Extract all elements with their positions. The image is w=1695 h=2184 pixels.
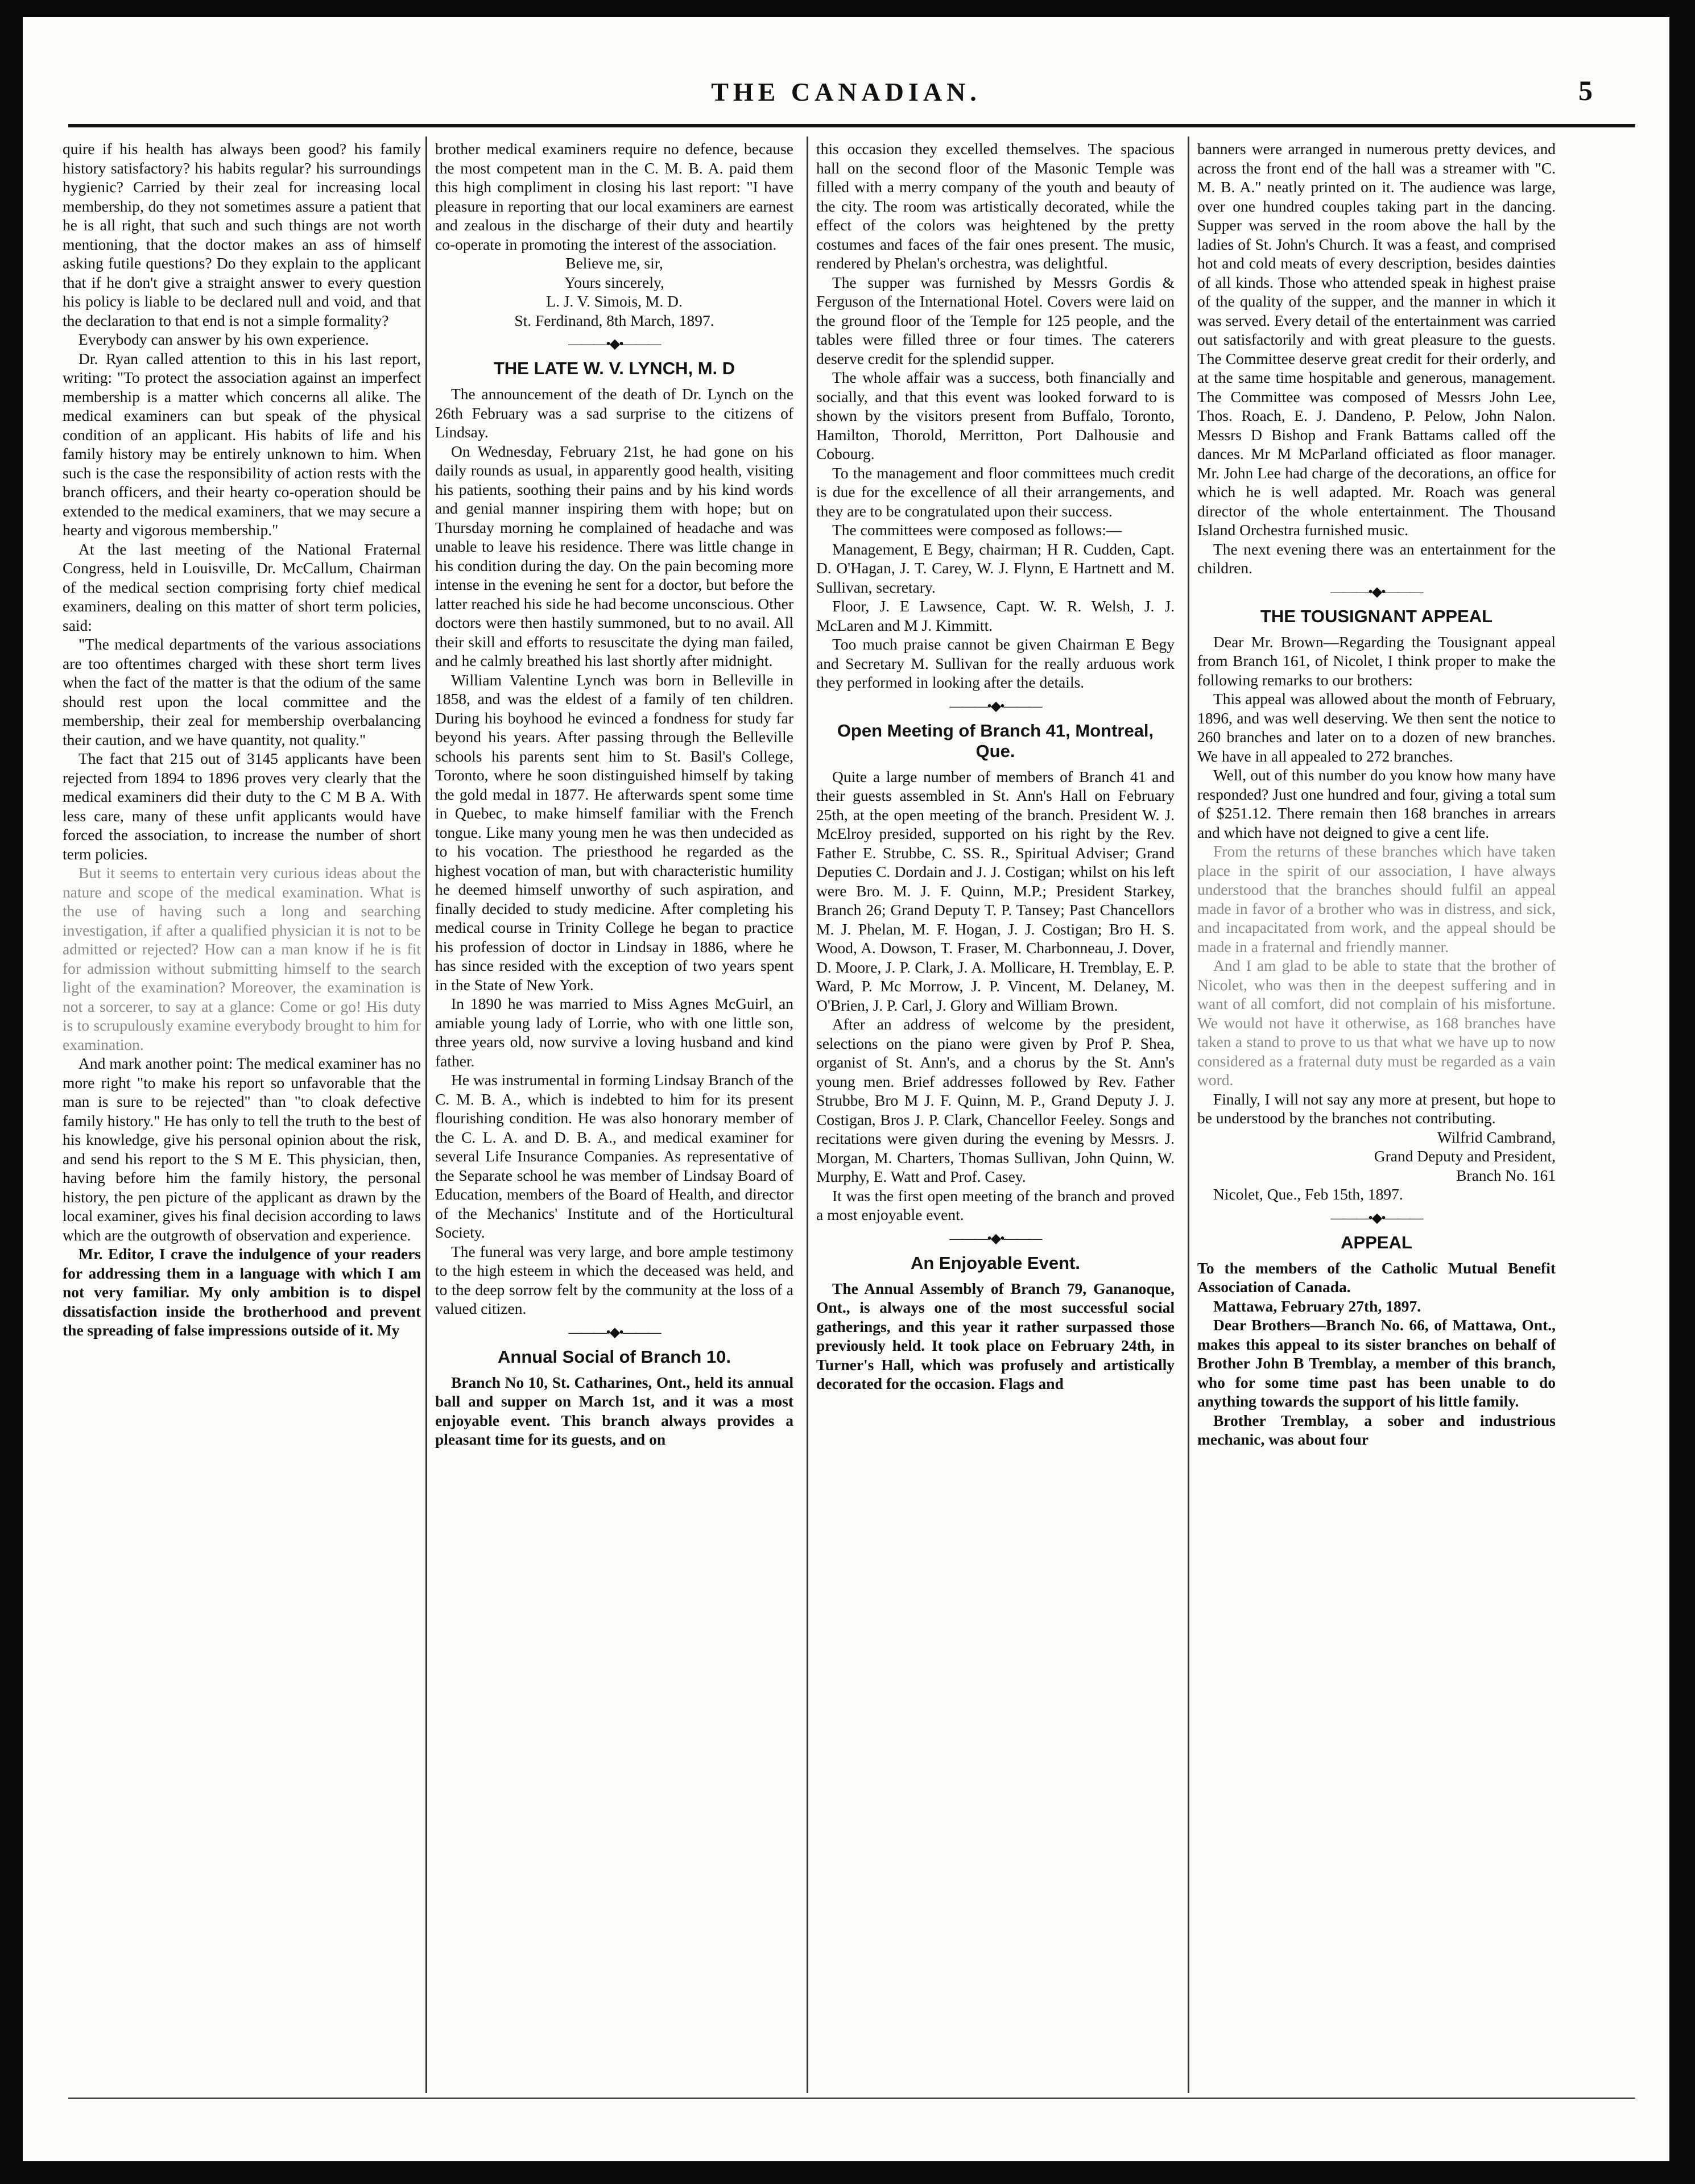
article-paragraph: The committees were composed as follows:— xyxy=(832,521,1122,539)
header-rule xyxy=(68,124,1635,127)
faded-paragraph: But it seems to entertain very curious ideas about the nature and scope of the medical examination. What is the use of having such a long and searching investigation, if after a qualified physician it is not to be admitted or rejected? How can a man know if he is fit for admission without submitting himself to the search light of the examination? Moreover, the examination is not a sorcerer, to say at a glance: Come or go! His duty is to scrupulously examine everybody brought to him for examination. xyxy=(63,864,421,1053)
separator-ornament: ———•◆•——— xyxy=(1330,584,1423,599)
separator-ornament: ———•◆•——— xyxy=(1330,1210,1423,1226)
article-paragraph: Quite a large number of members of Branch 41 and their guests assembled in St. Ann's Hall on February 25th, at the open meeting of the branch. President W. J. McElroy presided, supported on his right by the Rev. Father E. Strubbe, C. SS. R., Spiritual Adviser; Grand Deputies C. Dordain and J. J. Costigan; whilst on his left were Bro. M. J. F. Quinn, M.P.; President Starkey, Branch 26; Grand Deputy T. P. Tansey; Past Chancellors M. J. Phelan, M. F. Hogan, J. J. Costigan; Bro H. S. Wood, A. Dowson, T. Fraser, M. Charbonneau, J. Dover, D. Moore, J. P. Clark, J. A. Mollicare, H. Tremblay, E. P. Ward, P. Mc Morrow, J. P. Vincent, M. Delaney, M. O'Brien, J. P. Carl, J. Glory and William Brown. xyxy=(816,767,1175,1014)
article-paragraph: To the members of the Catholic Mutual Benefit Association of Canada. xyxy=(1197,1259,1556,1296)
signature-line: Wilfrid Cambrand, xyxy=(1437,1128,1556,1146)
article-paragraph: Branch No 10, St. Catharines, Ont., held its annual ball and supper on March 1st, and it was a most enjoyable event. This branch always provides a pleasant time for its guests, and on xyxy=(435,1373,793,1448)
article-paragraph: The next evening there was an entertainment for the children. xyxy=(1197,540,1556,577)
column-divider xyxy=(1188,136,1189,2093)
article-paragraph: Floor, J. E Lawsence, Capt. W. R. Welsh, J. J. McLaren and M J. Kimmitt. xyxy=(816,597,1175,634)
article-paragraph: this occasion they excelled themselves. The spacious hall on the second floor of the Masonic Temple was filled with a merry company of the youth and beauty of the city. The room was artistically decorated, while the effect of the colors was heightened by the pretty costumes and faces of the fair ones present. The music, rendered by Phelan's orchestra, was delightful. xyxy=(816,140,1175,272)
article-paragraph: brother medical examiners require no defence, because the most competent man in the C. M. B. A. paid them this high compliment in closing his last report: "I have pleasure in reporting that our local examiners are earnest and zealous in the discharge of their duty and heartily co-operate in promoting the interest of the association. xyxy=(435,140,793,253)
signature-line: Branch No. 161 xyxy=(1456,1166,1556,1184)
article-headline: An Enjoyable Event. xyxy=(910,1252,1080,1273)
article-paragraph: To the management and floor committees much credit is due for the excellence of all their arrangements, and they are to be congratulated upon their success. xyxy=(816,464,1175,520)
article-headline: THE TOUSIGNANT APPEAL xyxy=(1260,606,1493,626)
article-paragraph: Too much praise cannot be given Chairman E Begy and Secretary M. Sullivan for the really arduous work they performed in looking after the details. xyxy=(816,635,1175,691)
article-paragraph: The supper was furnished by Messrs Gordis & Ferguson of the International Hotel. Covers were laid on the ground floor of the Temple for 125 people, and the tables were filled three or four times. The caterers deserve credit for the splendid supper. xyxy=(816,273,1175,367)
column-1 xyxy=(63,139,421,2090)
article-paragraph: He was instrumental in forming Lindsay Branch of the C. M. B. A., which is indebted to him for its present flourishing condition. He was also honorary member of the C. L. A. and D. B. A., and medical examiner for several Life Insurance Companies. As representative of the Separate school he was member of Lindsay Board of Education, members of the Board of Health, and director of the Mechanics' Institute and of the Horticultural Society. xyxy=(435,1071,793,1241)
page-number: 5 xyxy=(1578,75,1593,106)
separator-ornament: ———•◆•——— xyxy=(949,698,1041,714)
article-paragraph: The whole affair was a success, both financially and socially, and that this event was looked forward to is shown by the visitors present from Buffalo, Toronto, Hamilton, Thorold, Merritton, Port Dalhousie and Cobourg. xyxy=(816,369,1175,462)
column-divider xyxy=(425,136,427,2093)
article-paragraph: Mr. Editor, I crave the indulgence of your readers for addressing them in a language with which I am not very familiar. My only ambition is to dispel dissatisfaction inside the brotherhood and prevent the spreading of false impressions outside of it. My xyxy=(63,1245,421,1339)
article-paragraph: Well, out of this number do you know how many have responded? Just one hundred and four, giving a total sum of $251.12. There remain then 168 branches in arrears and which have not deigned to give a cent life. xyxy=(1197,766,1556,841)
article-dateline: Mattawa, February 27th, 1897. xyxy=(1213,1297,1421,1315)
faded-paragraph: From the returns of these branches which have taken place in the spirit of our association, I have always understood that the branches should fulfil an appeal made in favor of a brother who was in distress, and sick, and incapacitated from work, and the appeal should be made in a fraternal and friendly manner. xyxy=(1197,842,1556,956)
column-divider xyxy=(807,136,808,2093)
separator-ornament: ———•◆•——— xyxy=(568,1325,660,1340)
article-paragraph: Brother Tremblay, a sober and industrious mechanic, was about four xyxy=(1197,1411,1556,1448)
article-headline: APPEAL xyxy=(1341,1232,1412,1252)
article-paragraph: The fact that 215 out of 3145 applicants have been rejected from 1894 to 1896 proves very clearly that the medical examiners did their duty to the C M B A. With less care, many of these unfit applicants would have forced the association, to increase the number of short term policies. xyxy=(63,750,421,863)
article-paragraph: Everybody can answer by his own experience. xyxy=(78,330,369,348)
article-headline: THE LATE W. V. LYNCH, M. D xyxy=(493,358,735,378)
signature-dateline: Nicolet, Que., Feb 15th, 1897. xyxy=(1213,1185,1403,1203)
article-paragraph: banners were arranged in numerous pretty devices, and across the front end of the hall was a streamer with "C. M. B. A." neatly printed on it. The audience was large, over one hundred couples taking part in the dancing. Supper was served in the room above the hall by the ladies of St. John's Church. It was a feast, and comprised hot and cold meats of every description, besides dainties of all kinds. Those who attended speak in highest praise of the quality of the supper, and the manner in which it was served. Every detail of the entertainment was carried out satisfactorily and with great pleasure to the guests. The Committee deserve great credit for their orderly, and at the same time hospitable and generous, management. The Committee was composed of Messrs John Lee, Thos. Roach, E. J. Dandeno, P. Pelow, John Nalon. Messrs D Bishop and Frank Battams called off the dances. Mr M McParland officiated as floor manager. Mr. John Lee had charge of the decorations, an office for which he is well adapted. Mr. Roach was general director of the whole entertainment. The Thousand Island Orchestra furnished music. xyxy=(1197,140,1556,539)
article-paragraph: Dear Brothers—Branch No. 66, of Mattawa, Ont., makes this appeal to its sister branches on behalf of Brother John B Tremblay, a member of this branch, who for some time past has been unable to do anything towards the support of his little family. xyxy=(1197,1316,1556,1410)
article-paragraph: Management, E Begy, chairman; H R. Cudden, Capt. D. O'Hagan, J. T. Carey, W. J. Flynn, E Hartnett and M. Sullivan, secretary. xyxy=(816,540,1175,596)
newspaper-page xyxy=(23,17,1669,2161)
article-paragraph: It was the first open meeting of the branch and proved a most enjoyable event. xyxy=(816,1186,1175,1223)
article-paragraph: The funeral was very large, and bore ample testimony to the high esteem in which the deceased was held, and to the deep sorrow felt by the community at the loss of a valued citizen. xyxy=(435,1242,793,1317)
bottom-rule xyxy=(68,2098,1635,2099)
separator-ornament: ———•◆•——— xyxy=(949,1231,1041,1246)
article-paragraph: At the last meeting of the National Fraternal Congress, held in Louisville, Dr. McCallum, Chairman of the medical section comprising forty chief medical examiners, dealing on this matter of short term policies, said: xyxy=(63,540,421,634)
article-paragraph: The announcement of the death of Dr. Lynch on the 26th February was a sad surprise to the citizens of Lindsay. xyxy=(435,385,793,441)
signature-line: Believe me, sir, xyxy=(565,254,663,272)
article-paragraph: On Wednesday, February 21st, he had gone on his daily rounds as usual, in apparently good health, visiting his patients, soothing their pains and by his kind words and genial manner inspiring them with hope; but on Thursday morning he complained of headache and was unable to leave his residence. There was little change in his condition during the day. On the pain becoming more intense in the evening he sent for a doctor, but before the latter reached his side he had become unconscious. Other doctors were then hastily summoned, but to no avail. All their skill and efforts to resuscitate the dying man failed, and he calmly breathed his last shortly after midnight. xyxy=(435,442,793,669)
article-paragraph: William Valentine Lynch was born in Belleville in 1858, and was the eldest of a family of ten children. During his boyhood he evinced a fondness for study far beyond his years. After passing through the Belleville schools his parents sent him to St. Basil's College, Toronto, where he soon distinguished himself by taking the gold medal in 1877. He afterwards spent some time in Quebec, to make himself familiar with the French tongue. Like many young men he was then undecided as to his vocation. The priesthood he regarded as the highest vocation of man, but with characteristic humility he deemed himself unworthy of such aspiration, and finally decided to study medicine. After completing his medical course in Trinity College he began to practice his profession of doctor in Lindsay in 1886, where he has since resided with the exception of two years spent in the State of New York. xyxy=(435,671,793,994)
signature-dateline: St. Ferdinand, 8th March, 1897. xyxy=(514,311,714,329)
article-paragraph: "The medical departments of the various associations are too oftentimes charged with these short term lives when the fact of the matter is that the odium of the same should rest upon the local committee and the membership, their zeal for membership overbalancing their caution, and we have quantity, not quality." xyxy=(63,635,421,748)
page-title: THE CANADIAN. xyxy=(711,77,981,106)
article-paragraph: Finally, I will not say any more at present, but hope to be understood by the branches not contributing. xyxy=(1197,1090,1556,1127)
article-paragraph: After an address of welcome by the president, selections on the piano were given by Prof P. Shea, organist of St. Ann's, and a chorus by the St. Ann's young men. Brief addresses followed by Rev. Father Strubbe, Bro M J. F. Quinn, M. P., Grand Deputy J. J. Costigan, Bros J. P. Clark, Chancellor Feeley. Songs and recitations were given during the evening by Messrs. J. Morgan, M. Charters, Thomas Sullivan, John Quinn, W. Murphy, E. Watt and Prof. Casey. xyxy=(816,1015,1175,1185)
signature-line: L. J. V. Simois, M. D. xyxy=(546,292,683,310)
article-paragraph: Dr. Ryan called attention to this in his last report, writing: "To protect the association against an imperfect membership is a matter which concerns all alike. The medical examiners can but speak of the physical condition of an applicant. His habits of life and his family history may be entirely unknown to him. When such is the case the responsibility of action rests with the branch officers, and their hearty co-operation should be extended to the medical examiners, that we may secure a hearty and vigorous membership." xyxy=(63,349,421,539)
article-headline: Open Meeting of Branch 41, Montreal, Que. xyxy=(837,720,1154,761)
article-paragraph: The Annual Assembly of Branch 79, Gananoque, Ont., is always one of the most successful social gatherings, and this year it rather surpassed those previously held. It took place on February 24th, in Turner's Hall, which was profusely and artistically decorated for the occasion. Flags and xyxy=(816,1279,1175,1392)
article-paragraph: quire if his health has always been good? his family history satisfactory? his habits regular? his surroundings hygienic? Carried by their zeal for increasing local membership, do they not sometimes assure a patient that he is all right, that such and such things are not worth mentioning, that the doctor makes an ass of himself asking futile questions? Do they explain to the applicant that if he don't give a straight answer to every question his policy is liable to be declared null and void, and that the declaration to that end is not a simple formality? xyxy=(63,140,421,329)
column-4 xyxy=(1197,139,1556,2090)
separator-ornament: ———•◆•——— xyxy=(568,337,660,351)
faded-paragraph: And I am glad to be able to state that the brother of Nicolet, who was then in the deepest suffering and in want of all comfort, did not complain of his misfortune. We would not have it otherwise, as 168 branches have taken a stand to prove to us that what we have up to now considered as a fraternal duty must be regarded as a vain word. xyxy=(1197,957,1556,1089)
signature-line: Yours sincerely, xyxy=(564,273,664,291)
article-paragraph: Dear Mr. Brown—Regarding the Tousignant appeal from Branch 161, of Nicolet, I think proper to make the following remarks to our brothers: xyxy=(1197,632,1556,689)
article-paragraph: This appeal was allowed about the month of February, 1896, and was well deserving. We then sent the notice to 260 branches and later on to a dozen of new branches. We have in all appealed to 272 branches. xyxy=(1197,690,1556,765)
column-2 xyxy=(435,139,793,2090)
article-paragraph: And mark another point: The medical examiner has no more right "to make his report so unfavorable that the man is sure to be rejected" than "to cloak defective family history." He has only to tell the truth to the best of his knowledge, give his personal opinion about the risk, and send his report to the S M E. This physician, then, having before him the family history, the personal history, the pen picture of the applicant as drawn by the local examiner, gives his final decision according to laws which are the outgrowth of observation and experience. xyxy=(63,1054,421,1244)
signature-line: Grand Deputy and President, xyxy=(1374,1147,1556,1165)
article-paragraph: In 1890 he was married to Miss Agnes McGuirl, an amiable young lady of Lorrie, who with one little son, three years old, now survive a loving husband and kind father. xyxy=(435,995,793,1070)
column-3 xyxy=(816,139,1175,2090)
article-headline: Annual Social of Branch 10. xyxy=(498,1346,731,1367)
